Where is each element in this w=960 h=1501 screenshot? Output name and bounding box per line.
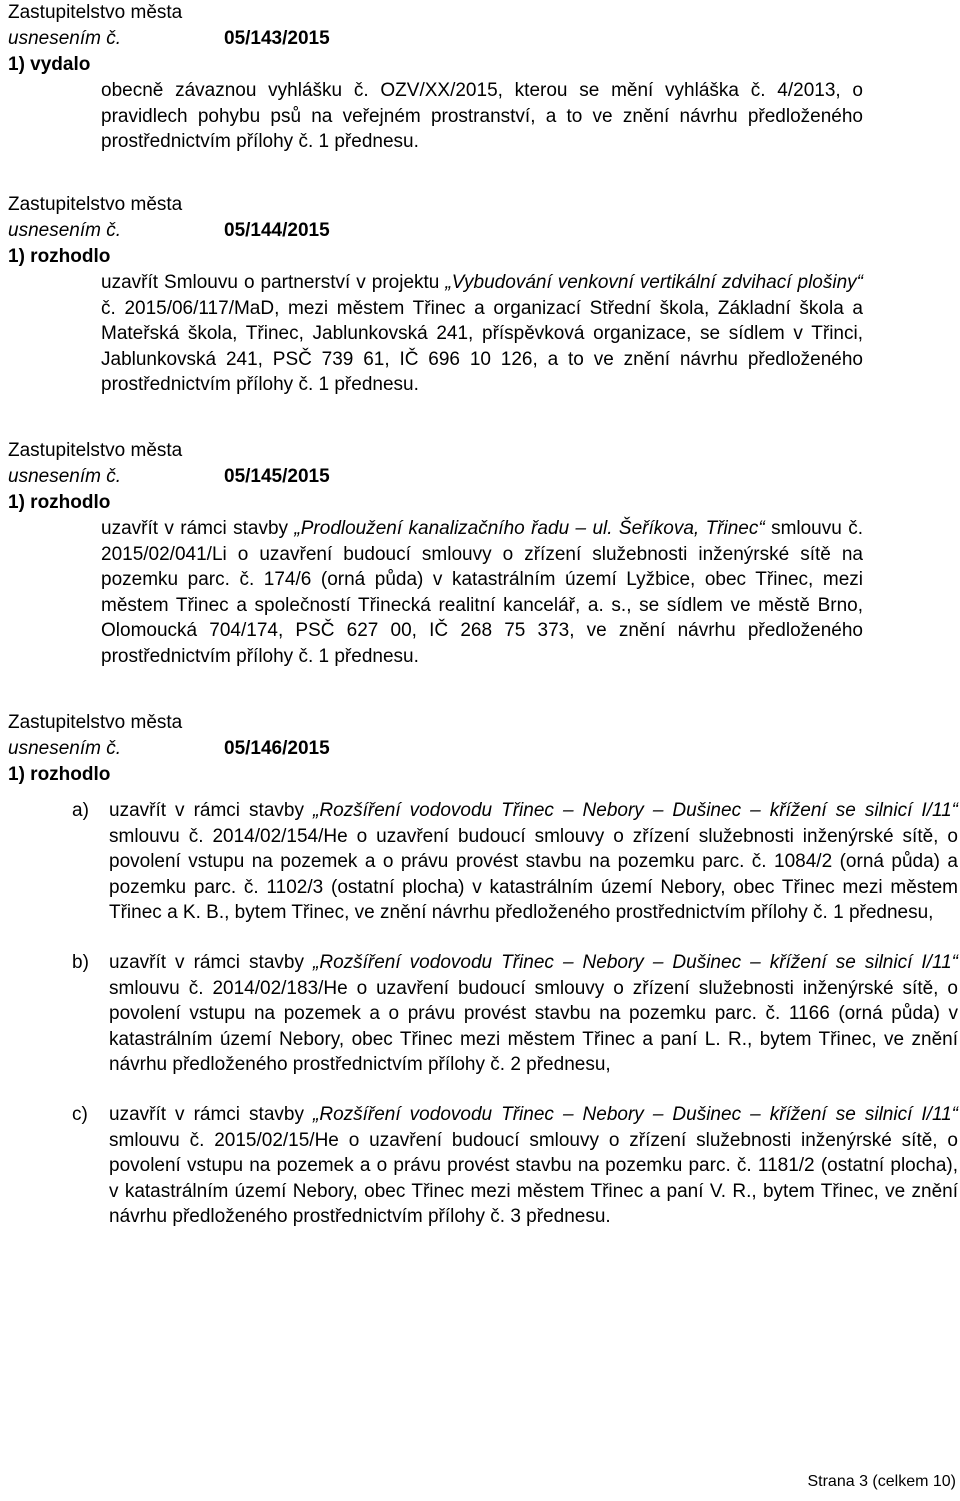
resolution-number: 05/146/2015 xyxy=(224,738,330,759)
resolution-05-145 xyxy=(8,438,958,670)
text-segment: smlouvu č. 2014/02/183/He o uzavření budoucí smlouvy o zřízení služebnosti inženýrské sítě, o povolení vstupu na pozemek a o právu provést stavbu na pozemku parc. č. 1166 (orná půda) v katastrálním území Nebory, obec Třinec mezi městem Třinec a paní L. R., bytem Třinec, ve znění návrhu předloženého prostřednictvím přílohy č. 2 přednesu, xyxy=(109,977,958,1076)
project-name: „Prodloužení kanalizačního řadu – ul. Šeříkova, Třinec“ xyxy=(294,518,765,539)
resolution-action: 1) rozhodlo xyxy=(8,764,111,785)
resolution-number: 05/145/2015 xyxy=(224,466,330,487)
project-name: „Vybudování venkovní vertikální zdvihací plošiny“ xyxy=(445,272,863,293)
item-letter: c) xyxy=(72,1103,88,1125)
resolution-05-143 xyxy=(8,0,958,155)
project-name: „Rozšíření vodovodu Třinec – Nebory – Dušinec – křížení se silnicí I/11“ xyxy=(313,951,958,973)
resolution-number-line xyxy=(8,218,958,244)
resolution-text xyxy=(8,78,863,155)
project-name: „Rozšíření vodovodu Třinec – Nebory – Dušinec – křížení se silnicí I/11“ xyxy=(313,800,958,821)
resolution-text xyxy=(8,270,863,398)
text-segment: uzavřít v rámci stavby xyxy=(109,1103,314,1125)
resolution-label: usnesením č. xyxy=(8,738,121,759)
resolution-item-a xyxy=(8,798,958,926)
resolution-action: 1) vydalo xyxy=(8,54,91,75)
resolution-label: usnesením č. xyxy=(8,28,121,49)
resolution-number-line xyxy=(8,464,958,490)
resolution-label: usnesením č. xyxy=(8,466,121,487)
text-segment: uzavřít v rámci stavby xyxy=(109,800,314,821)
text-segment: smlouvu č. 2014/02/154/He o uzavření budoucí smlouvy o zřízení služebnosti inženýrské sítě, o povolení vstupu na pozemek a o právu provést stavbu na pozemku parc. č. 1084/2 (orná půda) a pozemku parc. č. 1102/3 (ostatní plocha) v katastrálním území Nebory, obec Třinec mezi městem Třinec a K. B., bytem Třinec, ve znění návrhu předloženého prostřednictvím přílohy č. 1 přednesu, xyxy=(109,825,958,924)
resolution-05-144 xyxy=(8,192,958,398)
resolution-number: 05/143/2015 xyxy=(224,28,330,49)
item-text xyxy=(109,798,958,926)
text-segment: smlouvu č. 2015/02/15/He o uzavření budoucí smlouvy o zřízení služebnosti inženýrské sítě, o povolení vstupu na pozemek a o právu provést stavbu na pozemku parc. č. 1181/2 (ostatní plocha), v katastrálním území Nebory, obec Třinec mezi městem Třinec a paní V. R., bytem Třinec, ve znění návrhu předloženého prostřednictvím přílohy č. 3 přednesu. xyxy=(109,1129,958,1228)
item-text xyxy=(109,1102,958,1230)
resolution-number: 05/144/2015 xyxy=(224,220,330,241)
resolution-text xyxy=(8,516,863,670)
resolution-action: 1) rozhodlo xyxy=(8,492,111,513)
page-footer: Strana 3 (celkem 10) xyxy=(807,1473,956,1490)
council-header: Zastupitelstvo města xyxy=(8,2,183,23)
council-header: Zastupitelstvo města xyxy=(8,194,183,215)
project-name: „Rozšíření vodovodu Třinec – Nebory – Dušinec – křížení se silnicí I/11“ xyxy=(313,1103,958,1125)
resolution-number-line xyxy=(8,736,958,762)
council-header: Zastupitelstvo města xyxy=(8,712,183,733)
resolution-item-b xyxy=(8,950,958,1078)
resolution-item-c xyxy=(8,1102,958,1230)
text-segment: č. 2015/06/117/MaD, mezi městem Třinec a organizací Střední škola, Základní škola a Mateřská škola, Třinec, Jablunkovská 241, příspěvková organizace, se sídlem v Třinci, Jablunkovská 241, PSČ 739 61, IČ 696 10 126, a to ve znění návrhu předloženého prostřednictvím přílohy č. 1 přednesu. xyxy=(101,297,863,396)
item-text xyxy=(109,950,958,1078)
resolution-label: usnesením č. xyxy=(8,220,121,241)
item-letter: b) xyxy=(72,951,89,973)
resolution-action: 1) rozhodlo xyxy=(8,246,111,267)
item-letter: a) xyxy=(72,800,89,821)
council-header: Zastupitelstvo města xyxy=(8,440,183,461)
text-segment: smlouvu č. 2015/02/041/Li o uzavření budoucí smlouvy o zřízení služebnosti inženýrské sítě na pozemku parc. č. 174/6 (orná půda) v katastrálním území Lyžbice, obec Třinec, mezi městem Třinec a společností Třinecká realitní kancelář, a. s., se sídlem ve městě Brno, Olomoucká 704/174, PSČ 627 00, IČ 268 75 373, ve znění návrhu předloženého prostřednictvím přílohy č. 1 přednesu. xyxy=(101,518,863,667)
resolution-number-line xyxy=(8,26,958,52)
text-segment: uzavřít Smlouvu o partnerství v projektu xyxy=(101,272,446,293)
resolution-05-146 xyxy=(8,710,958,1230)
text-segment: uzavřít v rámci stavby xyxy=(109,951,314,973)
text-segment: obecně závaznou vyhlášku č. OZV/XX/2015, kterou se mění vyhláška č. 4/2013, o pravidlech pohybu psů na veřejném prostranství, a to ve znění návrhu předloženého prostřednictvím přílohy č. 1 přednesu. xyxy=(101,80,863,153)
text-segment: uzavřít v rámci stavby xyxy=(101,518,295,539)
